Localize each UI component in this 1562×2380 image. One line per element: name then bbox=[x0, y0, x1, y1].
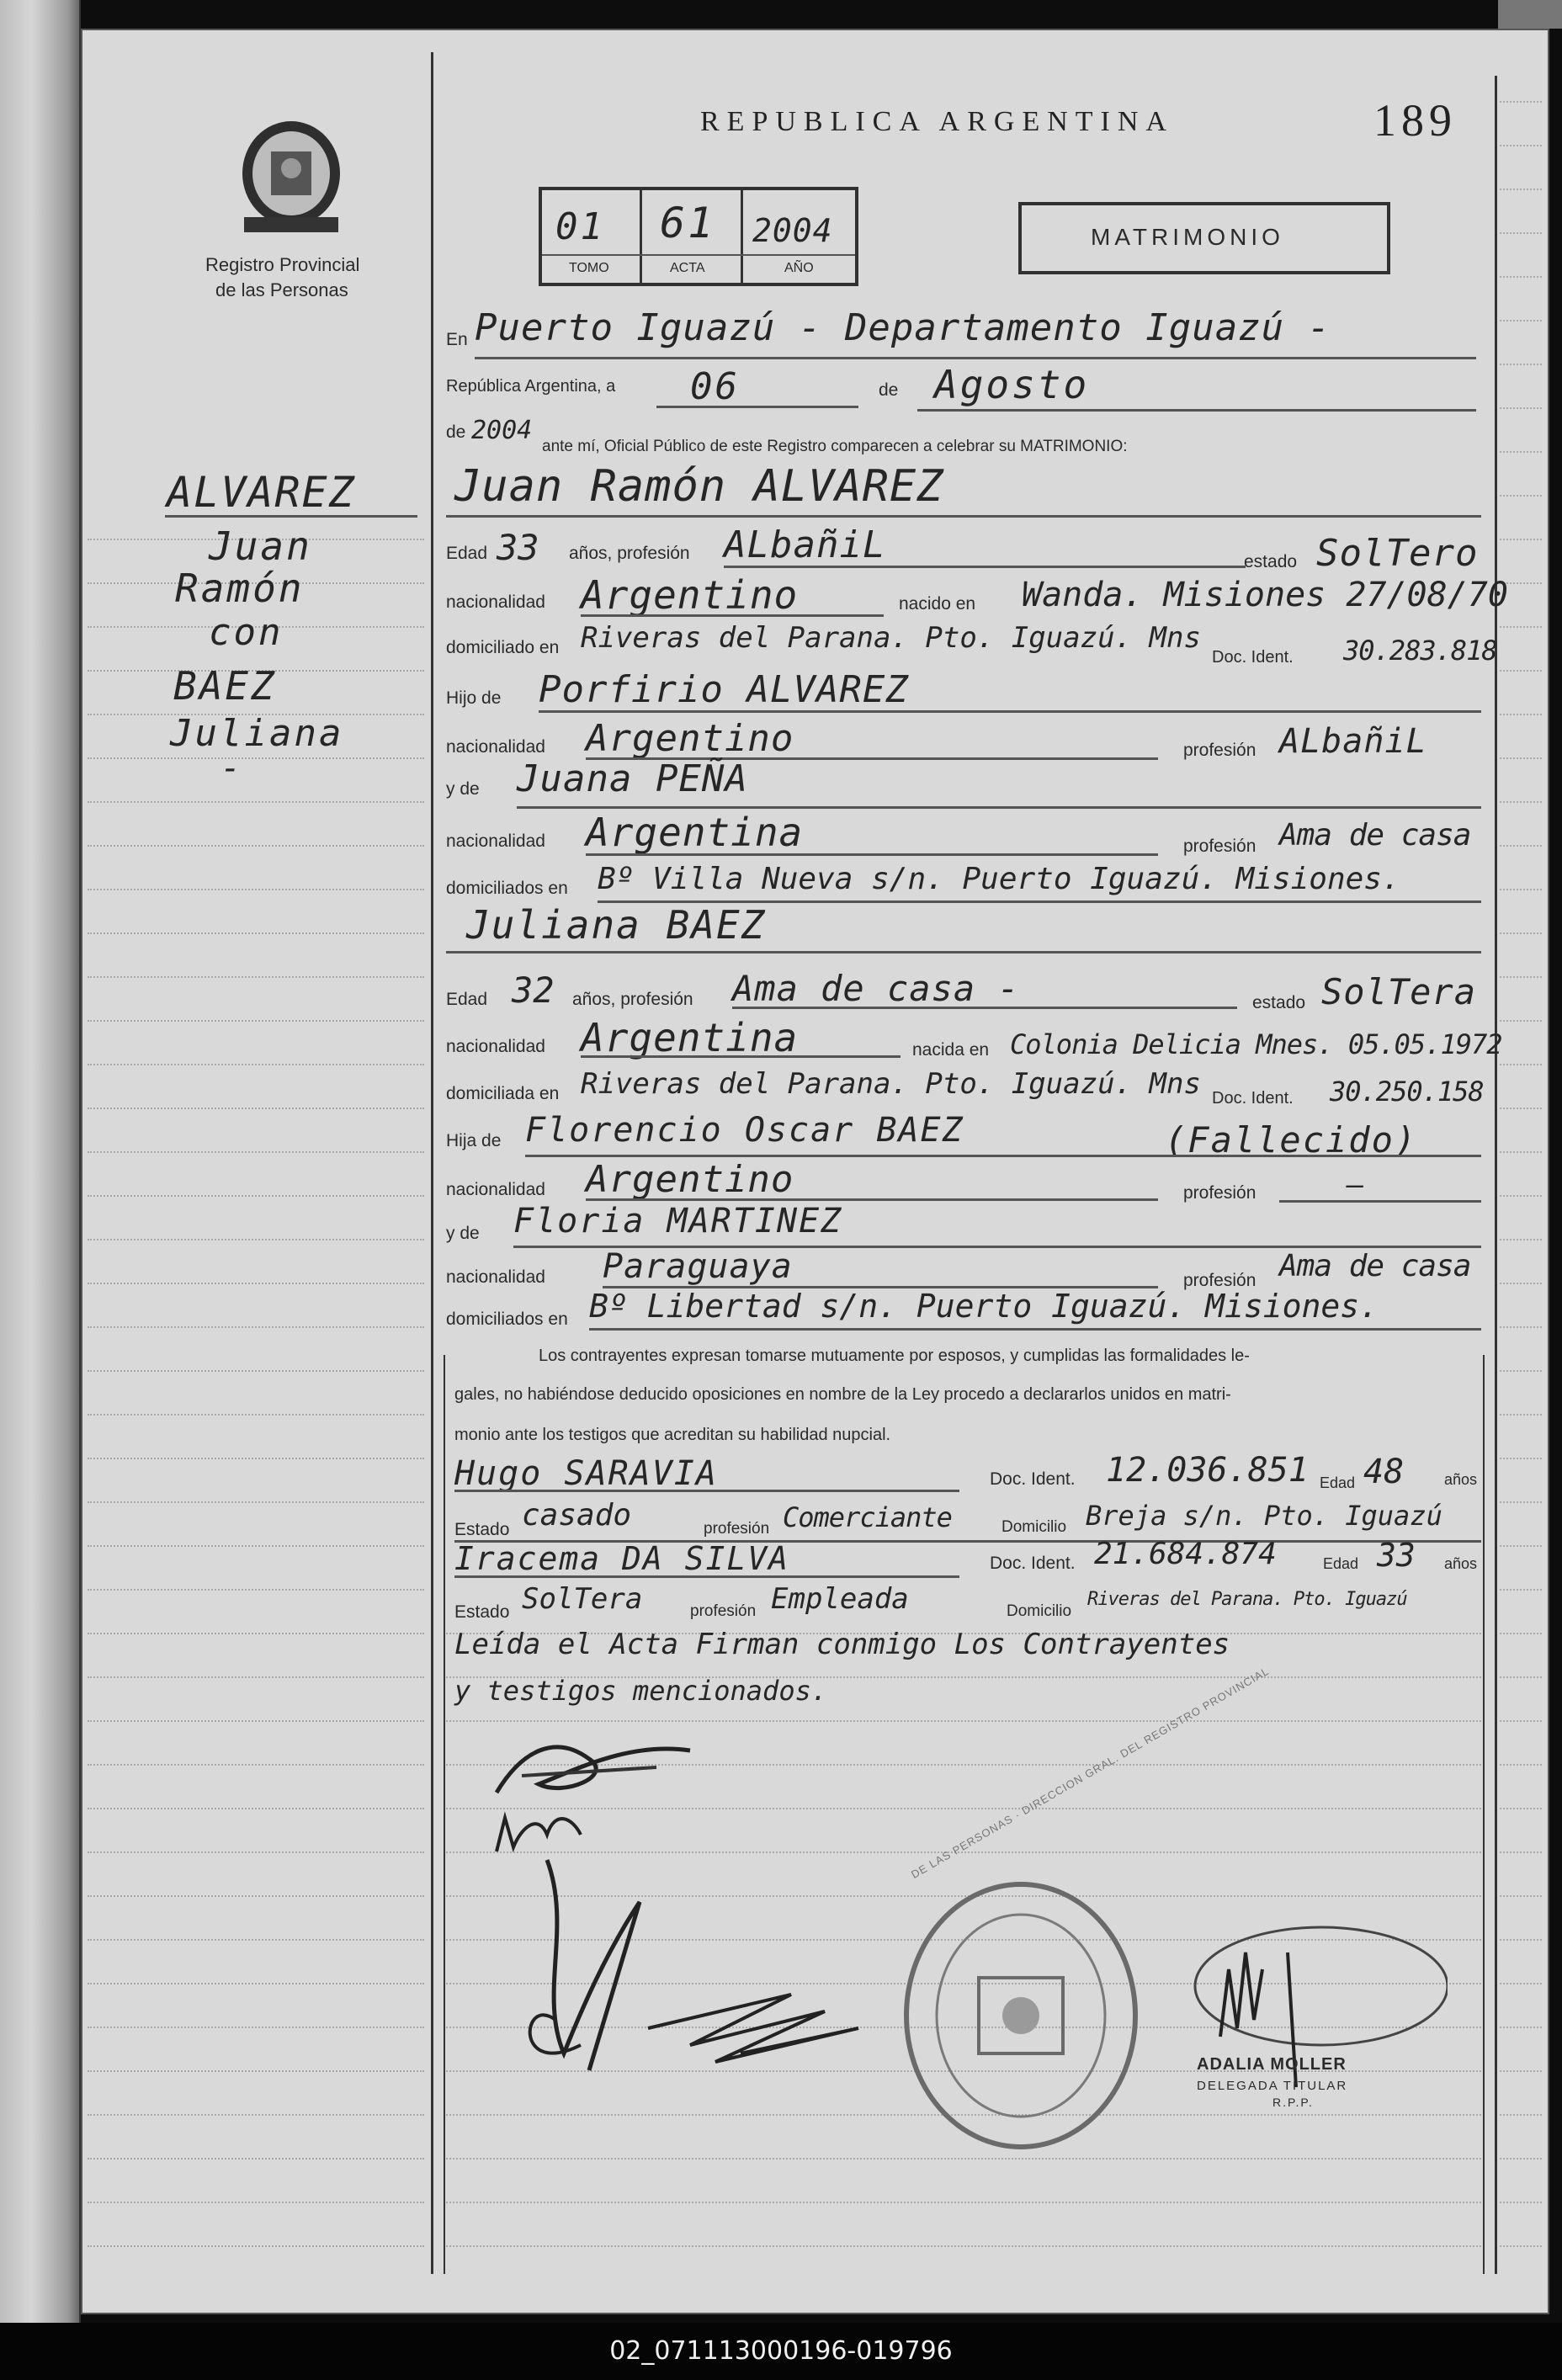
margin-rule bbox=[1500, 889, 1542, 890]
margin-rule bbox=[1500, 2070, 1542, 2072]
margin-line-4: con bbox=[209, 611, 284, 654]
bride-father-prof-label: profesión bbox=[1183, 1183, 1257, 1203]
groom-profession-line bbox=[724, 566, 1246, 568]
witness2-doc: 21.684.874 bbox=[1094, 1537, 1277, 1571]
bride-father-line bbox=[525, 1155, 1481, 1157]
margin-surname-underline bbox=[165, 515, 417, 518]
country-title: REPUBLICA ARGENTINA bbox=[700, 106, 1174, 137]
margin-rule bbox=[88, 757, 424, 759]
margin-rule bbox=[88, 801, 424, 803]
margin-rule bbox=[1500, 1895, 1542, 1897]
margin-rule bbox=[1500, 1239, 1542, 1240]
groom-mother-profession: Ama de casa bbox=[1279, 818, 1471, 853]
margin-rule bbox=[1500, 1501, 1542, 1503]
margin-rule bbox=[1500, 1720, 1542, 1722]
bride-doc-label: Doc. Ident. bbox=[1212, 1089, 1294, 1108]
margin-line-3: Ramón bbox=[175, 566, 305, 611]
margin-line-2: Juan bbox=[209, 523, 312, 569]
margin-rule bbox=[88, 1239, 424, 1240]
place: Puerto Iguazú - Departamento Iguazú - bbox=[475, 306, 1331, 349]
witness2-civil-status: SolTera bbox=[522, 1582, 643, 1616]
groom-mother-prof-label: profesión bbox=[1183, 837, 1257, 856]
margin-rule bbox=[88, 1501, 424, 1503]
margin-rule bbox=[1500, 2158, 1542, 2160]
witness2-name: Iracema DA SILVA bbox=[454, 1540, 790, 1577]
margin-rule bbox=[1500, 1458, 1542, 1459]
margin-rule bbox=[1500, 451, 1542, 453]
groom-edad-label: Edad bbox=[446, 544, 488, 563]
margin-rule bbox=[88, 1283, 424, 1284]
bride-father-nat-label: nacionalidad bbox=[446, 1180, 545, 1199]
margin-rule bbox=[88, 1326, 424, 1328]
bride-mother: Floria MARTINEZ bbox=[513, 1202, 843, 1240]
bride-address: Riveras del Parana. Pto. Iguazú. Mns bbox=[581, 1067, 1201, 1101]
margin-rule bbox=[88, 1458, 424, 1459]
groom-anos-profesion-label: años, profesión bbox=[569, 544, 690, 563]
margin-rule bbox=[1500, 670, 1542, 672]
margin-rule bbox=[1500, 539, 1542, 540]
tomo-divider bbox=[640, 187, 642, 286]
margin-rule bbox=[1500, 1676, 1542, 1678]
bride-father-nationality: Argentino bbox=[586, 1158, 794, 1201]
bride-mother-nat-label: nacionalidad bbox=[446, 1267, 545, 1287]
closing-line2: y testigos mencionados. bbox=[454, 1675, 828, 1707]
margin-rule bbox=[1500, 1851, 1542, 1853]
margin-rule bbox=[88, 1151, 424, 1153]
margin-rule bbox=[1500, 1939, 1542, 1941]
margin-rule bbox=[88, 1808, 424, 1809]
witness1-age: 48 bbox=[1363, 1453, 1405, 1491]
groom-domiciliado-label: domiciliado en bbox=[446, 638, 560, 657]
margin-rule bbox=[88, 976, 424, 978]
margin-rule bbox=[88, 1895, 424, 1897]
signature-area-rule bbox=[446, 2245, 1481, 2247]
tomo-label-rule bbox=[542, 254, 855, 256]
groom-nationality-line bbox=[581, 614, 884, 617]
image-caption: 02_071113000196-019796 bbox=[0, 2323, 1562, 2380]
witness1-name: Hugo SARAVIA bbox=[454, 1454, 718, 1493]
margin-rule bbox=[1500, 1020, 1542, 1022]
day-line bbox=[656, 406, 858, 408]
margin-rule bbox=[1500, 2245, 1542, 2247]
witness2-edad-label: Edad bbox=[1323, 1555, 1359, 1572]
declaration-line3: monio ante los testigos que acreditan su habilidad nupcial. bbox=[454, 1426, 891, 1444]
year: 2004 bbox=[471, 416, 533, 445]
bride-father-profession: — bbox=[1347, 1168, 1367, 1202]
groom-nacionalidad-label: nacionalidad bbox=[446, 592, 545, 612]
margin-rule bbox=[1500, 1983, 1542, 1984]
groom-estado-label: estado bbox=[1244, 552, 1298, 571]
stamp-ring-text: DE LAS PERSONAS · DIRECCION GRAL. DEL REGISTRO PROVINCIAL bbox=[909, 1664, 1272, 1881]
frame-inner-left-line bbox=[444, 1355, 445, 2274]
witness2-profession: Empleada bbox=[771, 1582, 909, 1616]
bride-parents-address-line bbox=[589, 1328, 1481, 1331]
witness1-civil-status: casado bbox=[522, 1498, 632, 1533]
groom-name: Juan Ramón ALVAREZ bbox=[454, 461, 944, 512]
witness2-age: 33 bbox=[1377, 1537, 1416, 1574]
groom-mother: Juana PEÑA bbox=[517, 757, 748, 800]
bride-father-note: (Fallecido) bbox=[1165, 1119, 1418, 1161]
margin-rule bbox=[1500, 364, 1542, 365]
groom-nacido-label: nacido en bbox=[899, 594, 976, 614]
margin-rule bbox=[88, 1676, 424, 1678]
background-strip bbox=[1498, 0, 1562, 29]
groom-hijo-label: Hijo de bbox=[446, 688, 502, 708]
margin-rule bbox=[1500, 1808, 1542, 1809]
margin-rule bbox=[1500, 1414, 1542, 1416]
margin-rule bbox=[88, 1370, 424, 1372]
margin-rule bbox=[88, 1020, 424, 1022]
margin-rule bbox=[1500, 976, 1542, 978]
month-line bbox=[917, 409, 1476, 412]
witness2-anos-label: años bbox=[1444, 1555, 1478, 1572]
groom-name-line bbox=[446, 515, 1481, 518]
margin-rule bbox=[1500, 2027, 1542, 2028]
day: 06 bbox=[690, 365, 740, 408]
acta-value: 61 bbox=[660, 199, 716, 247]
margin-rule bbox=[1500, 2114, 1542, 2116]
margin-rule bbox=[1500, 2202, 1542, 2203]
margin-rule bbox=[1500, 1195, 1542, 1197]
margin-rule bbox=[1500, 1370, 1542, 1372]
margin-rule bbox=[1500, 1633, 1542, 1634]
margin-rule bbox=[88, 889, 424, 890]
witness2-estado-label: Estado bbox=[454, 1602, 510, 1622]
groom-address: Riveras del Parana. Pto. Iguazú. Mns bbox=[581, 621, 1201, 655]
witness1-profession: Comerciante bbox=[783, 1501, 952, 1533]
bride-mother-profession: Ama de casa bbox=[1279, 1249, 1471, 1283]
place-line bbox=[475, 357, 1476, 359]
month: Agosto bbox=[934, 362, 1090, 407]
bride-nationality-line bbox=[581, 1055, 901, 1058]
margin-rule bbox=[1500, 276, 1542, 278]
margin-rule bbox=[88, 2202, 424, 2203]
en-label: En bbox=[446, 330, 468, 349]
bride-civil-status: SolTera bbox=[1321, 971, 1477, 1012]
margin-rule bbox=[1500, 1283, 1542, 1284]
witness1-anos-label: años bbox=[1444, 1471, 1478, 1488]
margin-rule bbox=[1500, 232, 1542, 234]
groom-mother-nationality: Argentina bbox=[586, 810, 804, 855]
groom-father-nat-label: nacionalidad bbox=[446, 737, 545, 757]
witness2-domicilio-label: Domicilio bbox=[1007, 1602, 1072, 1620]
frame-inner-right-line bbox=[1483, 1355, 1485, 2274]
bride-nationality: Argentina bbox=[581, 1015, 799, 1060]
act-type: MATRIMONIO bbox=[1091, 224, 1284, 250]
margin-line-7: - bbox=[220, 749, 244, 788]
margin-surname: ALVAREZ bbox=[167, 468, 356, 517]
bride-anos-profesion-label: años, profesión bbox=[572, 990, 693, 1009]
bride-edad-label: Edad bbox=[446, 990, 488, 1009]
margin-rule bbox=[1500, 1151, 1542, 1153]
officer-org: R.P.P. bbox=[1272, 2096, 1314, 2109]
bride-name: Juliana BAEZ bbox=[466, 902, 767, 948]
margin-rule bbox=[1500, 626, 1542, 628]
margin-rule bbox=[1500, 1108, 1542, 1109]
bride-father: Florencio Oscar BAEZ bbox=[525, 1111, 964, 1150]
margin-rule bbox=[88, 1064, 424, 1065]
page-number: 189 bbox=[1373, 95, 1457, 146]
witness1-address: Breja s/n. Pto. Iguazú bbox=[1086, 1500, 1442, 1532]
bride-mother-nationality: Paraguaya bbox=[603, 1247, 793, 1286]
bride-father-nationality-line bbox=[586, 1198, 1158, 1201]
intro-text: ante mí, Oficial Público de este Registro comparecen a celebrar su MATRIMONIO: bbox=[542, 438, 1128, 455]
ano-value: 2004 bbox=[752, 212, 833, 249]
groom-civil-status: SolTero bbox=[1316, 532, 1479, 575]
bride-doc: 30.250.158 bbox=[1330, 1076, 1484, 1108]
margin-line-5: BAEZ bbox=[173, 663, 277, 709]
bride-nacionalidad-label: nacionalidad bbox=[446, 1037, 545, 1056]
groom-age: 33 bbox=[497, 527, 539, 568]
margin-rule bbox=[1500, 189, 1542, 190]
declaration-line2: gales, no habiéndose deducido oposiciones en nombre de la Ley procedo a declararlos unidos en matri- bbox=[454, 1385, 1231, 1404]
officer-title: DELEGADA TITULAR bbox=[1197, 2079, 1348, 2093]
groom-parents-address: Bº Villa Nueva s/n. Puerto Iguazú. Misiones. bbox=[598, 862, 1400, 896]
witness2-name-line bbox=[454, 1575, 959, 1578]
closing-line1: Leída el Acta Firman conmigo Los Contrayentes bbox=[454, 1628, 1230, 1661]
witness1-edad-label: Edad bbox=[1320, 1474, 1356, 1491]
bride-mother-prof-label: profesión bbox=[1183, 1271, 1257, 1290]
tomo-label: TOMO bbox=[569, 261, 609, 275]
bride-profession-line bbox=[732, 1007, 1237, 1009]
margin-line-6: Juliana bbox=[170, 712, 344, 755]
provincial-seal-icon bbox=[237, 118, 345, 236]
bride-parents-address: Bº Libertad s/n. Puerto Iguazú. Misiones. bbox=[589, 1288, 1379, 1325]
bride-estado-label: estado bbox=[1252, 993, 1306, 1012]
signature-area-rule bbox=[446, 2158, 1481, 2160]
registry-name-line2: de las Personas bbox=[215, 279, 348, 300]
bride-yde-label: y de bbox=[446, 1224, 480, 1243]
margin-rule bbox=[1500, 932, 1542, 934]
margin-rule bbox=[88, 1720, 424, 1722]
margin-rule bbox=[1500, 101, 1542, 103]
book-spine bbox=[0, 0, 81, 2323]
margin-rule bbox=[1500, 1589, 1542, 1591]
bride-father-profession-line bbox=[1279, 1200, 1481, 1203]
margin-rule bbox=[1500, 845, 1542, 847]
signature-scribble-3 bbox=[640, 1978, 875, 2070]
officer-name: ADALIA MOLLER bbox=[1197, 2055, 1347, 2074]
acta-divider bbox=[741, 187, 743, 286]
frame-left-line bbox=[431, 52, 433, 2274]
margin-rule bbox=[88, 1545, 424, 1547]
margin-rule bbox=[1500, 714, 1542, 715]
margin-rule bbox=[1500, 1064, 1542, 1065]
frame-right-line bbox=[1495, 76, 1497, 2274]
margin-rule bbox=[88, 932, 424, 934]
tomo-value: 01 bbox=[555, 205, 605, 248]
bride-nacida-label: nacida en bbox=[912, 1040, 990, 1060]
groom-domiciliados-label: domiciliados en bbox=[446, 879, 568, 898]
witness2-profesion-label: profesión bbox=[690, 1602, 757, 1620]
ano-label: AÑO bbox=[784, 261, 814, 275]
margin-rule bbox=[88, 1589, 424, 1591]
bride-profession: Ama de casa - bbox=[732, 968, 1020, 1009]
acta-label: ACTA bbox=[670, 261, 705, 275]
groom-nationality: Argentino bbox=[581, 572, 799, 618]
margin-rule bbox=[88, 1851, 424, 1853]
groom-birthplace: Wanda. Misiones 27/08/70 bbox=[1022, 576, 1508, 614]
bride-domiciliados-label: domiciliados en bbox=[446, 1310, 568, 1329]
groom-father-line bbox=[539, 710, 1481, 713]
groom-profession: ALbañiL bbox=[724, 523, 886, 566]
witness1-estado-label: Estado bbox=[454, 1520, 510, 1539]
groom-father-nationality: Argentino bbox=[586, 717, 794, 760]
witness1-domicilio-label: Domicilio bbox=[1001, 1518, 1067, 1536]
bride-birthplace: Colonia Delicia Mnes. 05.05.1972 bbox=[1010, 1028, 1502, 1060]
witness1-doc: 12.036.851 bbox=[1106, 1451, 1309, 1490]
margin-rule bbox=[1500, 801, 1542, 803]
declaration-line1: Los contrayentes expresan tomarse mutuamente por esposos, y cumplidas las formalidades le- bbox=[539, 1347, 1250, 1365]
witness2-doc-label: Doc. Ident. bbox=[990, 1554, 1076, 1573]
margin-rule bbox=[88, 2070, 424, 2072]
margin-rule bbox=[1500, 320, 1542, 321]
republica-label: República Argentina, a bbox=[446, 377, 616, 396]
margin-rule bbox=[1500, 145, 1542, 146]
margin-rule bbox=[88, 2158, 424, 2160]
margin-rule bbox=[88, 1983, 424, 1984]
margin-rule bbox=[88, 845, 424, 847]
groom-father: Porfirio ALVAREZ bbox=[539, 668, 909, 711]
margin-rule bbox=[1500, 1764, 1542, 1766]
margin-rule bbox=[88, 1764, 424, 1766]
margin-rule bbox=[88, 2245, 424, 2247]
margin-rule bbox=[88, 2027, 424, 2028]
bride-age: 32 bbox=[512, 970, 555, 1011]
bride-name-line bbox=[446, 951, 1481, 954]
groom-mother-nationality-line bbox=[586, 853, 1158, 856]
bride-domiciliada-label: domiciliada en bbox=[446, 1084, 560, 1103]
groom-father-prof-label: profesión bbox=[1183, 741, 1257, 760]
margin-rule bbox=[88, 1414, 424, 1416]
witness1-profesion-label: profesión bbox=[704, 1520, 770, 1538]
groom-mother-line bbox=[517, 806, 1481, 809]
groom-mother-nat-label: nacionalidad bbox=[446, 831, 545, 851]
margin-rule bbox=[1500, 1545, 1542, 1547]
groom-father-profession: ALbañiL bbox=[1279, 722, 1427, 761]
margin-rule bbox=[1500, 757, 1542, 759]
bride-hija-label: Hija de bbox=[446, 1131, 502, 1150]
margin-rule bbox=[88, 1195, 424, 1197]
witness1-name-line bbox=[454, 1490, 959, 1492]
groom-doc-label: Doc. Ident. bbox=[1212, 648, 1294, 667]
witness1-doc-label: Doc. Ident. bbox=[990, 1469, 1076, 1489]
margin-rule bbox=[88, 2114, 424, 2116]
margin-rule bbox=[1500, 407, 1542, 409]
margin-rule bbox=[88, 1108, 424, 1109]
groom-doc: 30.283.818 bbox=[1343, 635, 1497, 667]
registry-name-line1: Registro Provincial bbox=[205, 254, 360, 275]
groom-yde-label: y de bbox=[446, 779, 480, 799]
margin-rule bbox=[88, 1939, 424, 1941]
margin-rule bbox=[88, 1633, 424, 1634]
de2-label: de bbox=[446, 422, 466, 442]
signature-area-rule bbox=[446, 2202, 1481, 2203]
signature-scribble-1 bbox=[488, 1717, 707, 1809]
de-label: de bbox=[879, 380, 899, 400]
margin-rule bbox=[1500, 1326, 1542, 1328]
margin-rule bbox=[1500, 495, 1542, 497]
witness2-address: Riveras del Parana. Pto. Iguazú bbox=[1087, 1589, 1407, 1610]
